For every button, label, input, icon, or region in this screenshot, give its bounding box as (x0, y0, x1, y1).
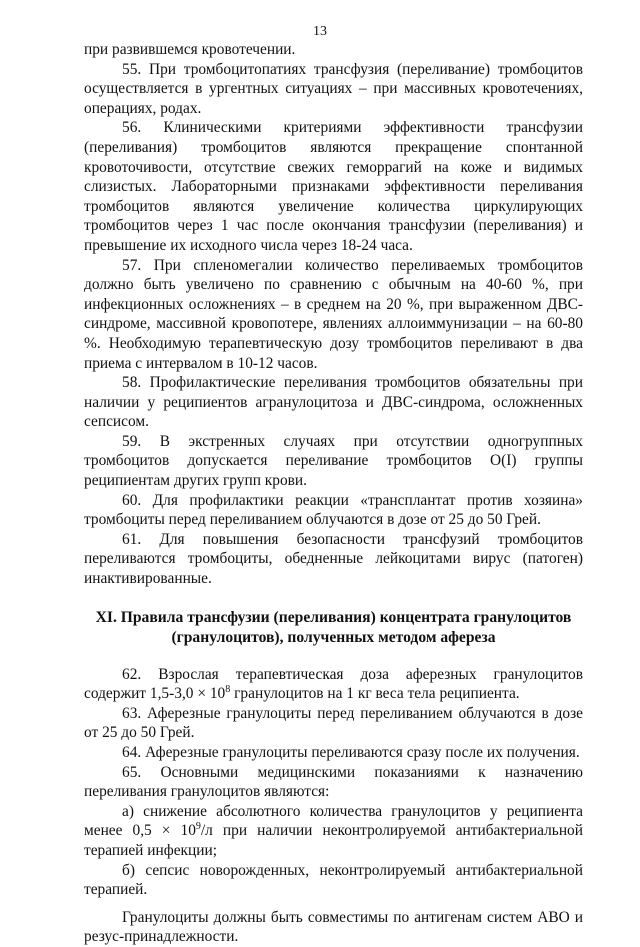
paragraph-58: 58. Профилактические переливания тромбоцитов обязательны при наличии у реципиентов агранулоцитоза и ДВС-синдрома, осложненных сепсисом. (84, 374, 583, 431)
exponent: 8 (225, 684, 231, 696)
paragraph-61: 61. Для повышения безопасности трансфузий тромбоцитов переливаются тромбоциты, обедненные лейкоцитами вирус (патоген) инактивированные. (84, 530, 583, 588)
list-item-b: б) сепсис новорожденных, неконтролируемый антибактериальной терапией. (84, 861, 583, 899)
paragraph-63: 63. Аферезные гранулоциты перед переливанием облучаются в дозе от 25 до 50 Грей. (84, 704, 583, 742)
list-item-a (84, 802, 583, 861)
document-body (84, 40, 583, 947)
section-heading: XI. Правила трансфузии (переливания) концентрата гранулоцитов (гранулоцитов), полученных методом афереза (95, 608, 572, 646)
paragraph-56: 56. Клиническими критериями эффективности трансфузии (переливания) тромбоцитов являются прекращение спонтанной кровоточивости, отсутствие свежих геморрагий на коже и видимых слизистых. Лабораторными признаками эффективности переливания тромбоцитов являются увеличение количества циркулирующих тромбоцитов через 1 час после окончания трансфузии (переливания) и превышение их исходного числа через 18-24 часа. (84, 119, 583, 254)
paragraph-62-text-end: гранулоцитов на 1 кг веса тела реципиента. (230, 685, 520, 703)
paragraph-65: 65. Основными медицинскими показаниями к назначению переливания гранулоцитов являются: (84, 763, 583, 801)
paragraph-continuation: при развившемся кровотечении. (84, 41, 296, 58)
paragraph-55: 55. При тромбоцитопатиях трансфузия (переливание) тромбоцитов осуществляется в ургентных ситуациях – при массивных кровотечениях, операциях, родах. (84, 60, 583, 117)
paragraph-64: 64. Аферезные гранулоциты переливаются сразу после их получения. (122, 744, 580, 761)
exponent: 9 (195, 821, 201, 833)
list-item-a-text-end: /л при наличии неконтролируемой антибактериальной терапией инфекции; (84, 822, 583, 859)
page-number: 13 (313, 24, 327, 39)
paragraph-62-text: 62. Взрослая терапевтическая доза аферезных гранулоцитов содержит 1,5-3,0 × 10 (84, 665, 583, 703)
list-item-a-text: а) снижение абсолютного количества гранулоцитов у реципиента менее 0,5 × 10 (84, 802, 583, 840)
paragraph-62 (84, 665, 583, 704)
paragraph-59: 59. В экстренных случаях при отсутствии одногруппных тромбоцитов допускается переливание тромбоцитов O(I) группы реципиентам других групп крови. (84, 432, 583, 490)
paragraph-57: 57. При спленомегалии количество переливаемых тромбоцитов должно быть увеличено по сравнению с обычным на 40-60 %, при инфекционных осложнениях – в среднем на 20 %, при выраженном ДВС-синдроме, массивной кровопотере, явлениях аллоиммунизации – на 60-80 %. Необходимую терапевтическую дозу тромбоцитов переливают в два приема с интервалом в 10-12 часов. (84, 256, 583, 372)
paragraph-final: Гранулоциты должны быть совместимы по антигенам систем АВО и резус-принадлежности. (84, 908, 583, 946)
paragraph-60: 60. Для профилактики реакции «трансплантат против хозяина» тромбоциты перед переливанием облучаются в дозе от 25 до 50 Грей. (84, 491, 583, 529)
